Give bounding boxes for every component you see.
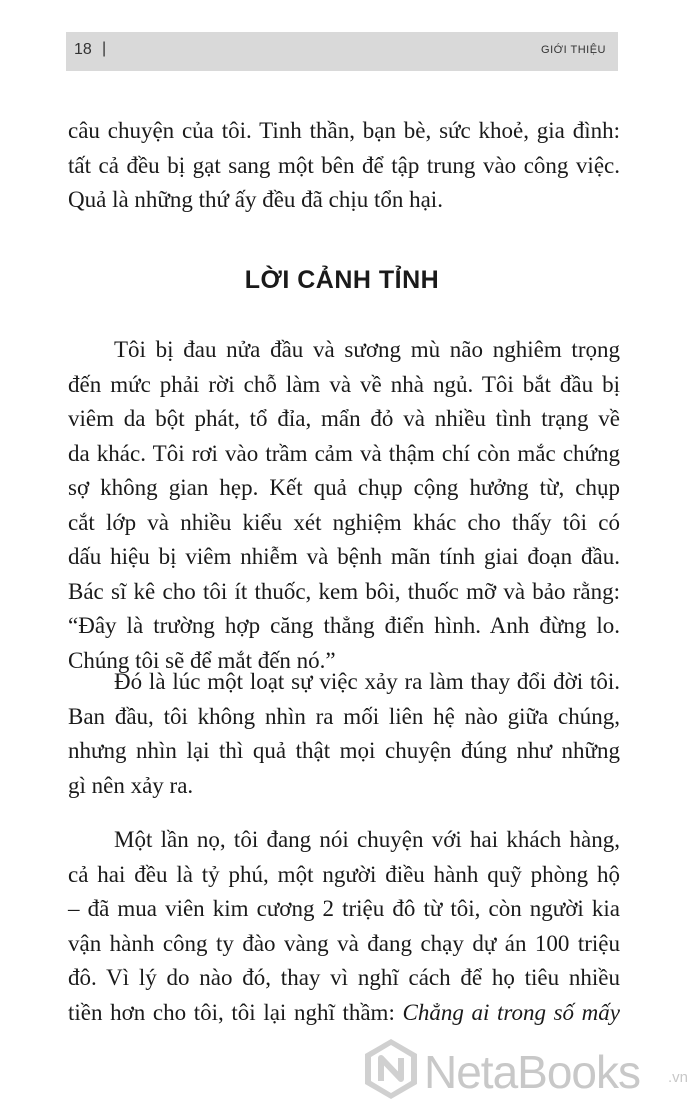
- text-line: vận hành công ty đào vàng và đang chạy dự án 100 triệu: [68, 930, 620, 956]
- text-line: Ban đầu, tôi không nhìn ra mối liên hệ nào giữa chúng,: [68, 703, 620, 729]
- text-line: Tôi bị đau nửa đầu và sương mù não nghiêm trọng: [114, 337, 620, 362]
- text-line: Quả là những thứ ấy đều đã chịu tổn hại.: [68, 187, 443, 212]
- text-line: sợ không gian hẹp. Kết quả chụp cộng hưởng từ, chụp: [68, 475, 620, 500]
- page-number: 18: [74, 41, 92, 58]
- n-hexagon-logo-icon: [362, 1037, 420, 1101]
- text-line: viêm da bột phát, tổ đỉa, mẩn đỏ và nhiều tình trạng về: [68, 406, 620, 431]
- paragraph-2: [68, 665, 620, 803]
- text-line: tất cả đều bị gạt sang một bên để tập trung vào công việc.: [68, 152, 620, 178]
- text-line: – đã mua viên kim cương 2 triệu đô từ tôi, còn người kia: [68, 896, 620, 921]
- text-line: đô. Vì lý do nào đó, thay vì nghĩ cách để họ tiêu nhiều: [68, 965, 620, 990]
- running-head: GIỚI THIỆU: [541, 44, 606, 56]
- text-line: cả hai đều là tỷ phú, một người điều hành quỹ phòng hộ: [68, 861, 620, 887]
- text-line: đến mức phải rời chỗ làm và về nhà ngủ. Tôi bắt đầu bị: [68, 371, 620, 397]
- text-line: Một lần nọ, tôi đang nói chuyện với hai khách hàng,: [114, 827, 620, 852]
- text-line-last: [68, 996, 620, 1031]
- text-line: câu chuyện của tôi. Tinh thần, bạn bè, sức khoẻ, gia đình:: [68, 118, 620, 143]
- paragraph-0: [68, 114, 620, 218]
- italic-text: Chẳng ai trong số mấy: [402, 999, 620, 1025]
- text-line: Đó là lúc một loạt sự việc xảy ra làm thay đổi đời tôi.: [114, 669, 620, 694]
- watermark-brand: NetaBooks: [424, 1046, 641, 1098]
- text-line: Bác sĩ kê cho tôi ít thuốc, kem bôi, thuốc mỡ và bảo rằng:: [68, 578, 620, 604]
- header-separator: |: [102, 40, 107, 57]
- text-line: Chúng tôi sẽ để mắt đến nó.”: [68, 647, 336, 673]
- plain-text: tiền hơn cho tôi, tôi lại nghĩ thầm:: [68, 999, 403, 1025]
- paragraph-3: [68, 823, 620, 1030]
- text-line: cắt lớp và nhiều kiểu xét nghiệm khác cho thấy tôi có: [68, 509, 620, 535]
- section-heading: LỜI CẢNH TỈNH: [244, 266, 440, 294]
- text-line: “Đây là trường hợp căng thẳng điển hình. Anh đừng lo.: [68, 613, 620, 638]
- text-line: nhưng nhìn lại thì quả thật mọi chuyện đúng như những: [68, 738, 620, 763]
- watermark-suffix: .vn: [668, 1069, 689, 1086]
- page-header: [66, 32, 618, 71]
- text-line: dấu hiệu bị viêm nhiễm và bệnh mãn tính giai đoạn đầu.: [68, 544, 620, 569]
- text-line: da khác. Tôi rơi vào trầm cảm và thậm chí còn mắc chứng: [68, 440, 620, 466]
- watermark: [362, 1033, 692, 1113]
- text-line: gì nên xảy ra.: [68, 772, 194, 798]
- paragraph-1: [68, 333, 620, 678]
